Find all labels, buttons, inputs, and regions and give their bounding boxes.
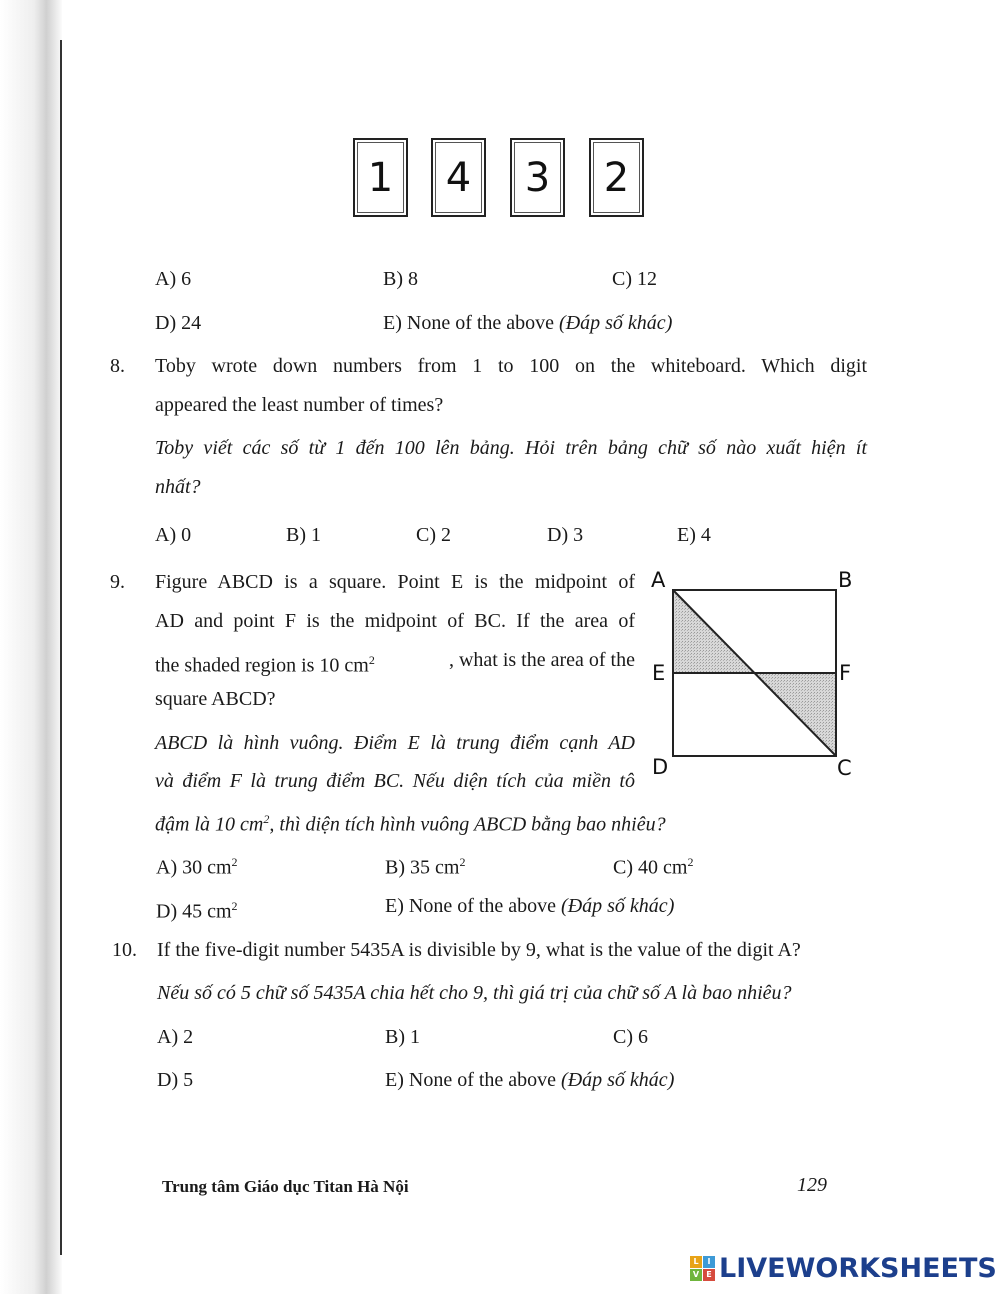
vertex-label-c: C (837, 756, 852, 780)
footer-center-name: Trung tâm Giáo dục Titan Hà Nội (162, 1177, 409, 1196)
liveworksheets-logo (690, 1253, 997, 1284)
vertex-label-b: B (838, 568, 853, 592)
q8-english-line-1: Toby wrote down numbers from 1 to 100 on the whiteboard. Which digit (155, 355, 867, 377)
q8-vietnamese-line-2: nhất? (155, 476, 201, 498)
q8-number: 8. (110, 355, 125, 377)
q10-vietnamese-line-1: Nếu số có 5 chữ số 5435A chia hết cho 9, thì giá trị của chữ số A là bao nhiêu? (157, 982, 792, 1004)
q9-english-line-2: AD and point F is the midpoint of BC. If the area of (155, 610, 635, 632)
q7-answer-a: A) 6 (155, 268, 192, 290)
number-card-2: 4 (431, 138, 486, 217)
q7-answer-c: C) 12 (612, 268, 657, 290)
q9-vietnamese-line-1: ABCD là hình vuông. Điểm E là trung điểm cạnh AD (155, 732, 635, 754)
q10-answer-a: A) 2 (157, 1026, 194, 1048)
q10-english-line-1: If the five-digit number 5435A is divisible by 9, what is the value of the digit A? (157, 939, 801, 961)
square-abcd-diagram (640, 560, 870, 790)
q9-answer-d: D) 45 $cm^2$ (156, 899, 238, 923)
q9-answer-b: B) 35 $cm^2$ (385, 855, 466, 879)
q7-answer-b: B) 8 (383, 268, 418, 290)
q10-answer-c: C) 6 (613, 1026, 648, 1048)
q8-answer-e: E) 4 (677, 524, 711, 546)
q9-english-line-1: Figure ABCD is a square. Point E is the midpoint of (155, 571, 635, 593)
q8-answer-d: D) 3 (547, 524, 584, 546)
footer-page-number: 129 (797, 1174, 827, 1196)
page-binding-shadow (0, 0, 62, 1294)
q9-vietnamese-line-3: đậm là 10 $cm^2$, thì diện tích hình vuông ABCD bằng bao nhiêu? (155, 812, 666, 836)
q7-answer-e: E) None of the above (Đáp số khác) (383, 312, 673, 334)
q10-number: 10. (112, 939, 137, 961)
q9-number: 9. (110, 571, 125, 593)
q7-answer-d: D) 24 (155, 312, 202, 334)
liveworksheets-logo-text: LIVEWORKSHEETS (719, 1253, 997, 1284)
number-card-1: 1 (353, 138, 408, 217)
number-card-4: 2 (589, 138, 644, 217)
q8-english-line-2: appeared the least number of times? (155, 394, 444, 416)
vertex-label-f: F (839, 661, 852, 685)
q8-answer-c: C) 2 (416, 524, 451, 546)
liveworksheets-logo-icon: L I V E (690, 1256, 716, 1282)
page-binding-line (60, 40, 62, 1255)
q8-answer-b: B) 1 (286, 524, 321, 546)
q9-english-line-4: square ABCD? (155, 688, 276, 710)
q10-answer-e: E) None of the above (Đáp số khác) (385, 1069, 675, 1091)
vertex-label-d: D (652, 755, 669, 779)
q9-vietnamese-line-2: và điểm F là trung điểm BC. Nếu diện tích của miền tô (155, 770, 635, 792)
q9-english-line-3: the shaded region is 10 $cm^2$ , what is the area of the (155, 649, 635, 677)
q8-vietnamese-line-1: Toby viết các số từ 1 đến 100 lên bảng. Hỏi trên bảng chữ số nào xuất hiện ít (155, 437, 867, 459)
q10-answer-d: D) 5 (157, 1069, 194, 1091)
vertex-label-e: E (652, 661, 666, 685)
number-card-3: 3 (510, 138, 565, 217)
q10-answer-b: B) 1 (385, 1026, 420, 1048)
q8-answer-a: A) 0 (155, 524, 192, 546)
q9-answer-c: C) 40 $cm^2$ (613, 855, 694, 879)
q9-answer-a: A) 30 $cm^2$ (156, 855, 238, 879)
vertex-label-a: A (651, 568, 666, 592)
q9-answer-e: E) None of the above (Đáp số khác) (385, 895, 675, 917)
